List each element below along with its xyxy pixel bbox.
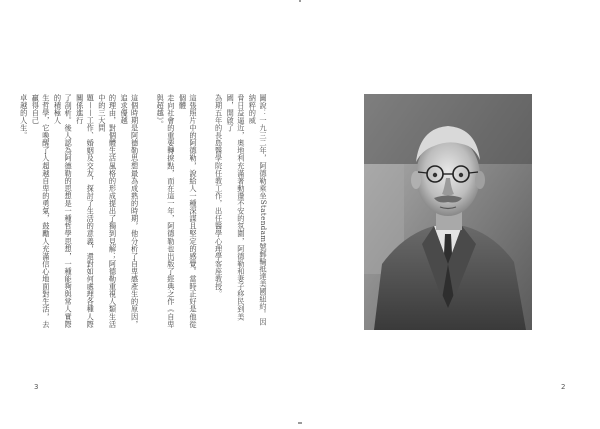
body-line: 題——工作、婚姻及交友，探討了生活的意義，還對如何處理各種人際關係進行	[75, 94, 96, 329]
caption-line: 為期五年的長島醫學院任教工作，出任醫學心理學客座教授。	[214, 94, 224, 298]
body-line: 了剖析。後人認為阿德勒的思想是一種哲學思想，一種能夠與常人實際的積極人	[53, 94, 74, 329]
portrait-photo	[364, 94, 532, 330]
caption-line: 脅日益逼近，奧地利充滿著動盪不安的氛圍，阿德勒和妻子移民到美國，開啟了	[226, 94, 246, 321]
page-number-right: 2	[561, 383, 566, 391]
fold-mark-top	[299, 0, 301, 2]
vertical-text-block	[19, 94, 268, 330]
paragraph-gap	[199, 94, 212, 330]
paragraph-gap	[141, 94, 154, 330]
fold-mark-bottom	[298, 422, 302, 424]
body-line: 這個時期是阿德勒思想最為成熟的時期，他分析了自卑感產生的原因，追求優越	[120, 94, 140, 329]
body-line: 生哲學，它喚醒了人超越自卑的勇氣，鼓勵人充滿信心地面對生活，去贏得自己	[31, 94, 51, 329]
body-line: 走向社會的重要轉捩點，而在這一年，阿德勒也出版了經典之作《自卑與超越》。	[156, 94, 176, 329]
caption-line: 圖說：一九三二年，阿德勒乘坐Statendam號郵輪抵達美國紐約。因納粹的威	[248, 94, 268, 326]
body-line: 這張照片中的阿德勒，說給人一種深謀且堅定的感覺。當時正好是他從個體	[178, 94, 199, 329]
body-line: 卓越的人生。	[19, 94, 29, 140]
page-number-left: 3	[34, 383, 39, 391]
body-line: 的理由，對個體生活風格的形成提出了獨到見解；阿德勒重視人類生活中的三大問	[97, 94, 118, 329]
